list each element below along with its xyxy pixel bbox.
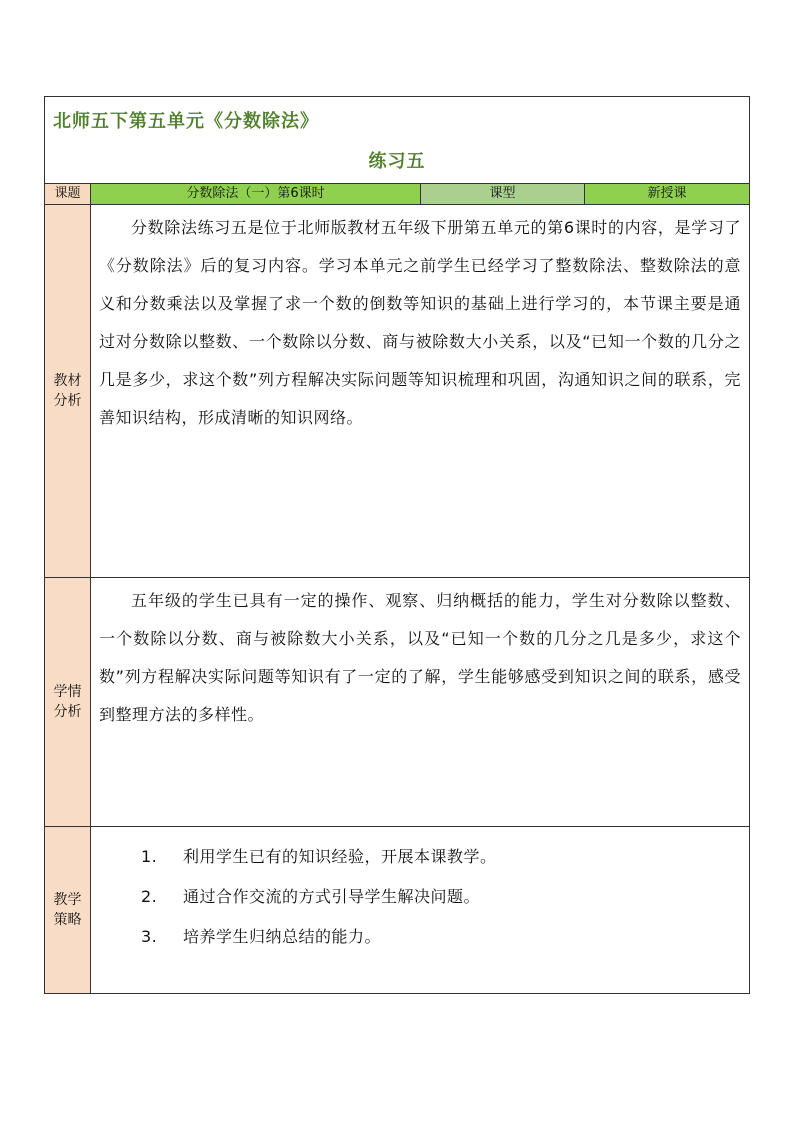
list-item-number: 3. [141,927,158,946]
lesson-title: 练习五 [368,151,426,172]
list-item-number: 2. [141,887,158,906]
type-label: 课型 [421,184,585,204]
topic-label: 课题 [45,184,91,204]
students-label: 学情分析 [45,578,91,826]
list-item-text: 通过合作交流的方式引导学生解决问题。 [183,887,481,906]
lesson-plan-table [44,96,750,994]
list-item [99,877,741,917]
strategy-label: 教学策略 [45,827,91,993]
strategy-body [91,827,749,993]
list-item-number: 1. [141,847,158,866]
list-item [99,917,741,957]
type-value: 新授课 [585,184,749,204]
analysis-section [45,205,749,578]
analysis-label: 教材分析 [45,205,91,577]
strategy-list [99,831,741,957]
students-text: 五年级的学生已具有一定的操作、观察、归纳概括的能力，学生对分数除以整数、一个数除以分数、商与被除数大小关系，以及“已知一个数的几分之几是多少，求这个数”列方程解决实际问题等知识有了一定的了解，学生能够感受到知识之间的联系，感受到整理方法的多样性。 [99,591,741,724]
table-header [45,97,749,184]
strategy-section [45,827,749,993]
list-item-text: 利用学生已有的知识经验，开展本课教学。 [183,847,497,866]
meta-row [45,184,749,205]
students-section [45,578,749,827]
analysis-text: 分数除法练习五是位于北师版教材五年级下册第五单元的第6课时的内容，是学习了《分数除法》后的复习内容。学习本单元之前学生已经学习了整数除法、整数除法的意义和分数乘法以及掌握了求一个数的倒数等知识的基础上进行学习的，本节课主要是通过对分数除以整数、一个数除以分数、商与被除数大小关系，以及“已知一个数的几分之几是多少，求这个数”列方程解决实际问题等知识梳理和巩固，沟通知识之间的联系，完善知识结构，形成清晰的知识网络。 [99,218,741,427]
unit-title: 北师五下第五单元《分数除法》 [53,111,319,132]
list-item-text: 培养学生归纳总结的能力。 [183,927,382,946]
topic-value: 分数除法（一）第6课时 [91,184,421,204]
list-item [99,837,741,877]
